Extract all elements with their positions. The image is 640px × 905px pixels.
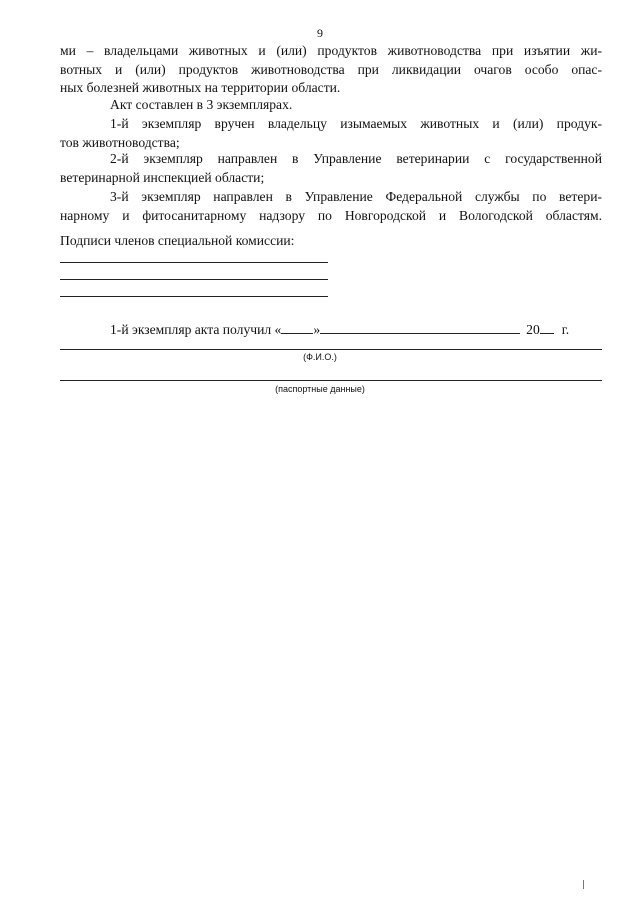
page-number: 9 — [317, 26, 323, 40]
text-line: ветеринарной инспекцией области; — [60, 169, 265, 185]
signature-line — [60, 262, 328, 263]
receipt-line — [110, 320, 602, 338]
paragraph-intro — [60, 42, 602, 98]
receipt-close-quote: » — [313, 322, 321, 337]
paragraph-copy-3 — [60, 188, 602, 225]
day-blank — [281, 320, 313, 334]
passport-line — [60, 380, 602, 381]
text-line: вотных и (или) продуктов животноводства при ликвидации очагов особо опас- — [60, 61, 602, 77]
month-blank — [320, 320, 520, 334]
receipt-prefix: 1-й экземпляр акта получил « — [110, 322, 282, 337]
text-line: 1-й экземпляр вручен владельцу изымаемых животных и (или) продук- — [110, 116, 602, 131]
signature-line — [60, 279, 328, 280]
text-line: нарному и фитосанитарному надзору по Новгородской и Вологодской областям. — [60, 207, 602, 223]
text-line: Акт составлен в 3 экземплярах. — [110, 97, 293, 112]
passport-caption: (паспортные данные) — [275, 384, 365, 394]
text-line: ми – владельцами животных и (или) продуктов животноводства при изъятии жи- — [60, 43, 602, 58]
scan-mark — [583, 880, 584, 889]
paragraph-copy-2 — [60, 150, 602, 187]
text-line: 3-й экземпляр направлен в Управление Федеральной службы по ветери- — [110, 189, 602, 204]
signature-line — [60, 296, 328, 297]
year-suffix: г. — [561, 322, 570, 337]
fio-caption: (Ф.И.О.) — [303, 352, 337, 362]
year-prefix: 20 — [526, 322, 540, 337]
text-line: ных болезней животных на территории области. — [60, 80, 341, 96]
paragraph-copy-1 — [60, 115, 602, 152]
text-line: тов животноводства; — [60, 134, 180, 150]
fio-line — [60, 349, 602, 350]
signatures-heading: Подписи членов специальной комиссии: — [60, 233, 295, 248]
text-line: 2-й экземпляр направлен в Управление ветеринарии с государственной — [110, 151, 602, 166]
year-blank — [540, 320, 554, 334]
paragraph-copies-count — [60, 96, 602, 115]
